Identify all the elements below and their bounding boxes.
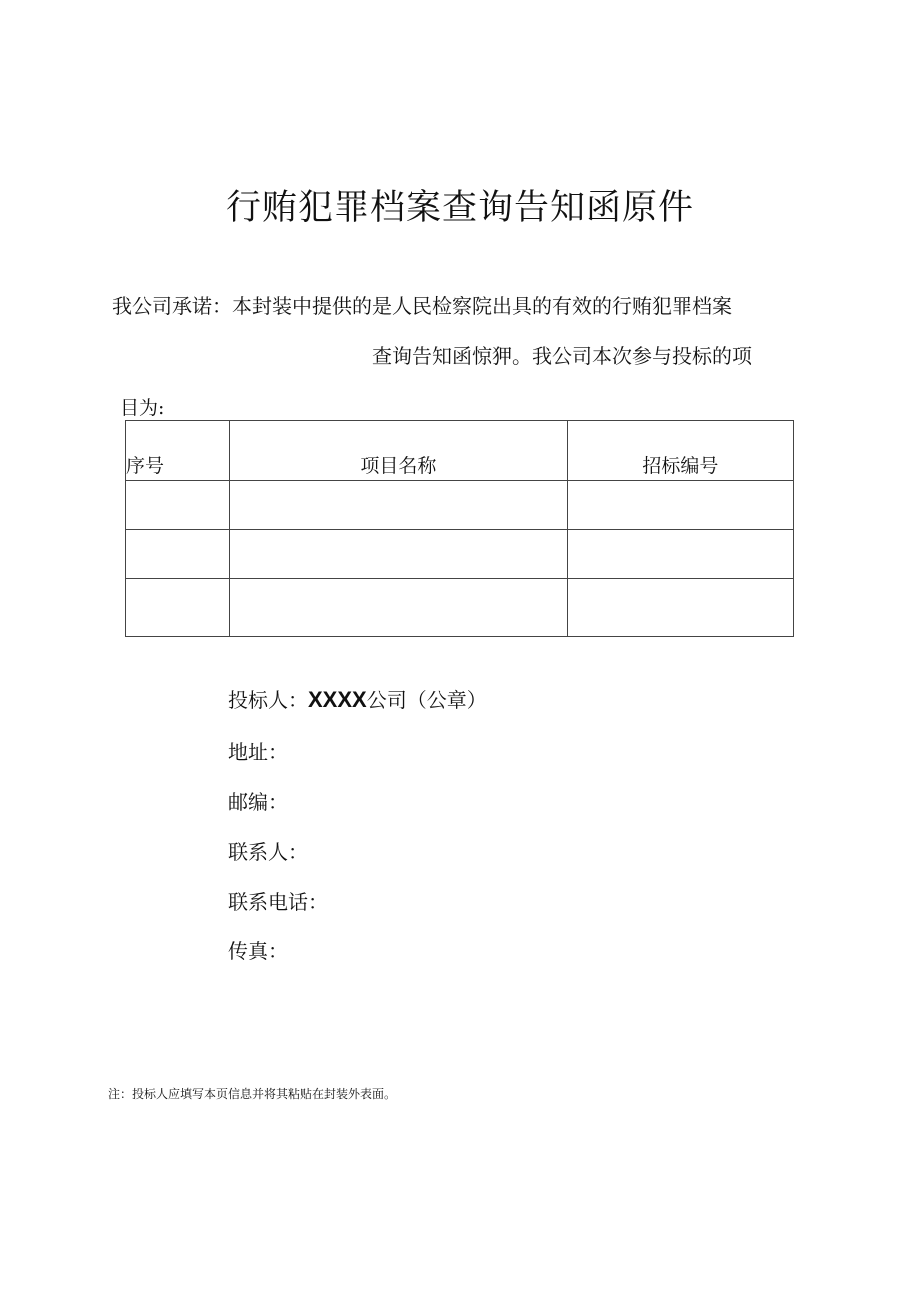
table-row — [126, 481, 794, 530]
fax-label: 传真： — [228, 939, 288, 963]
commitment-line-3: 目为: — [120, 397, 165, 419]
bidder-label: 投标人： — [228, 688, 308, 712]
commitment-line-2: 查询告知函惊狎。我公司本次参与投标的项 — [372, 344, 752, 368]
bidder-line — [228, 684, 487, 713]
footnote: 注：投标人应填写本页信息并将其粘贴在封装外表面。 — [108, 1087, 397, 1101]
table-header-row — [126, 421, 794, 481]
project-table — [125, 420, 794, 637]
table-cell — [126, 530, 230, 579]
commitment-line-1: 我公司承诺：本封装中提供的是人民检察院出具的有效的行贿犯罪档案 — [112, 294, 732, 318]
table-row — [126, 579, 794, 637]
header-serial-number: 序号 — [126, 421, 230, 481]
bidder-company-name: XXXX — [308, 687, 367, 712]
bidder-company-suffix: 公司（公章） — [366, 688, 487, 712]
table-row — [126, 530, 794, 579]
table-cell — [126, 579, 230, 637]
table-cell — [230, 530, 568, 579]
document-title: 行贿犯罪档案查询告知函原件 — [225, 188, 694, 228]
table-cell — [230, 579, 568, 637]
contact-label: 联系人： — [228, 840, 308, 864]
table-cell — [567, 579, 793, 637]
header-tender-number: 招标编号 — [567, 421, 793, 481]
header-project-name: 项目名称 — [230, 421, 568, 481]
table-cell — [126, 481, 230, 530]
table-cell — [567, 530, 793, 579]
phone-label: 联系电话： — [228, 890, 328, 914]
table-cell — [567, 481, 793, 530]
table-cell — [230, 481, 568, 530]
address-label: 地址： — [228, 740, 288, 764]
postcode-label: 邮编： — [228, 790, 288, 814]
